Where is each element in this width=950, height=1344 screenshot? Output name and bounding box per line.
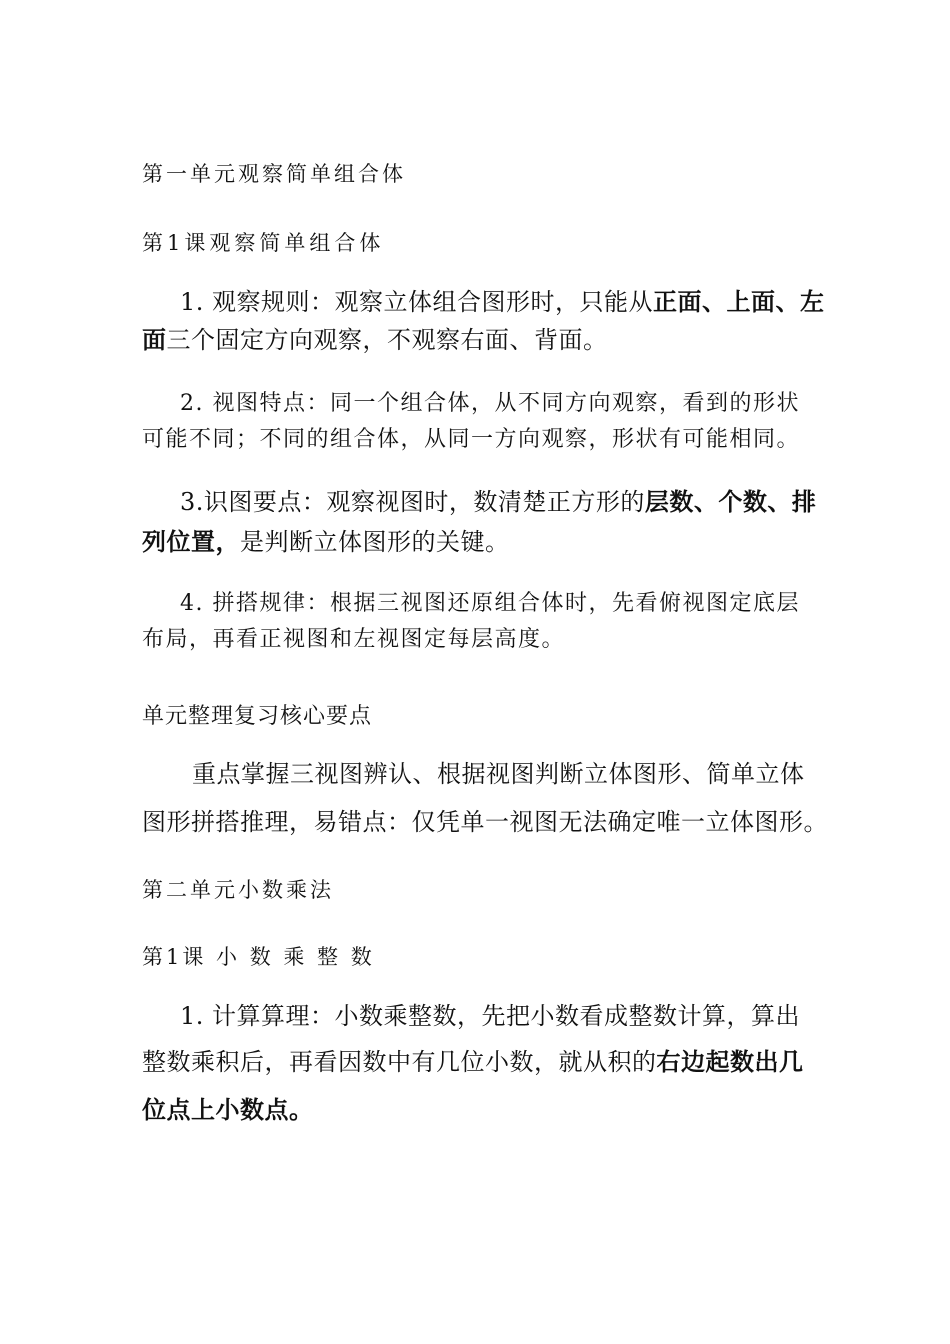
unit1-review-title: 单元整理复习核心要点 xyxy=(142,704,373,729)
unit2-p1-line1: 1. 计算算理：小数乘整数，先把小数看成整数计算，算出 xyxy=(180,1002,801,1030)
unit1-p4-line1: 4. 拼搭规律：根据三视图还原组合体时，先看俯视图定底层 xyxy=(180,591,800,616)
text-run: 3.识图要点：观察视图时，数清楚正方形的 xyxy=(180,488,645,516)
unit2-title: 第二单元小数乘法 xyxy=(142,878,334,902)
bold-text-run: 右边起数出几 xyxy=(656,1047,804,1076)
bold-text-run: 列位置， xyxy=(142,527,240,556)
unit1-p2-line2: 可能不同；不同的组合体，从同一方向观察，形状有可能相同。 xyxy=(142,427,801,452)
bold-text-run: 正面、上面、左 xyxy=(653,287,825,316)
unit1-lesson1-title: 第1课观察简单组合体 xyxy=(142,231,385,255)
unit1-p2-line1: 2. 视图特点：同一个组合体，从不同方向观察，看到的形状 xyxy=(180,391,800,416)
text-run: 1. 观察规则：观察立体组合图形时，只能从 xyxy=(180,288,654,316)
unit1-p1-line1 xyxy=(180,287,825,316)
unit1-review-line2: 图形拼搭推理，易错点：仅凭单一视图无法确定唯一立体图形。 xyxy=(142,808,828,836)
unit2-p1-line2 xyxy=(142,1047,804,1076)
unit1-p3-line2 xyxy=(142,527,510,556)
unit1-review-line1: 重点掌握三视图辨认、根据视图判断立体图形、简单立体 xyxy=(192,760,805,788)
unit1-p3-line1 xyxy=(180,487,817,516)
text-run: 三个固定方向观察，不观察右面、背面。 xyxy=(166,326,608,354)
bold-text-run: 层数、个数、排 xyxy=(644,487,817,516)
unit1-title: 第一单元观察简单组合体 xyxy=(142,162,406,186)
unit2-p1-line3 xyxy=(142,1095,314,1124)
bold-text-run: 面 xyxy=(142,325,167,354)
bold-text-run: 位点上小数点。 xyxy=(142,1095,314,1124)
text-run: 是判断立体图形的关键。 xyxy=(240,528,510,556)
text-run: 整数乘积后，再看因数中有几位小数，就从积的 xyxy=(142,1048,657,1076)
unit1-p4-line2: 布局，再看正视图和左视图定每层高度。 xyxy=(142,627,566,652)
unit2-lesson1-title: 第1课 小 数 乘 整 数 xyxy=(142,945,375,969)
unit1-p1-line2 xyxy=(142,325,608,354)
